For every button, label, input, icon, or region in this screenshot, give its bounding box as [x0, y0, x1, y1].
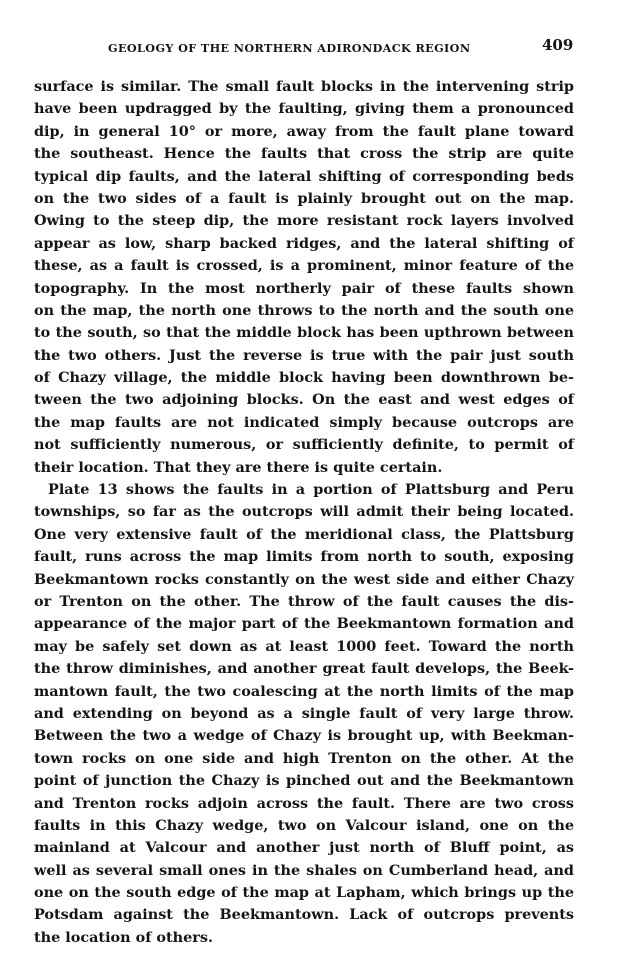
header-title: GEOLOGY OF THE NORTHERN ADIRONDACK REGION [108, 41, 471, 55]
text-line: surface is similar. The small fault blocks in the intervening strip [34, 78, 574, 95]
text-line: appear as low, sharp backed ridges, and the lateral shifting of [34, 234, 574, 252]
paragraph-2 [34, 479, 574, 949]
body-text [34, 76, 574, 949]
text-line: not sufficiently numerous, or sufficiently definite, to permit of [34, 436, 574, 454]
text-line: faults in this Chazy wedge, two on Valcour island, one on the [34, 816, 574, 834]
text-line: to the south, so that the middle block has been upthrown between [34, 324, 574, 342]
text-line: typical dip faults, and the lateral shifting of corresponding beds [34, 167, 574, 185]
text-line: tween the two adjoining blocks. On the east and west edges of [34, 391, 574, 409]
text-line: well as several small ones in the shales on Cumberland head, and [34, 861, 574, 879]
text-line: these, as a fault is crossed, is a prominent, minor feature of the [34, 257, 574, 275]
text-line: Owing to the steep dip, the more resistant rock layers involved [34, 212, 574, 230]
text-line: Between the two a wedge of Chazy is brought up, with Beekman- [34, 727, 574, 745]
page-number: 409 [542, 36, 574, 54]
text-line: topography. In the most northerly pair of these faults shown [34, 279, 574, 297]
text-line: and extending on beyond as a single fault of very large throw. [34, 704, 574, 722]
text-line: one on the south edge of the map at Lapham, which brings up the [34, 884, 574, 902]
text-line: One very extensive fault of the meridional class, the Plattsburg [34, 525, 574, 543]
text-line: Beekmantown rocks constantly on the west side and either Chazy [34, 570, 574, 588]
text-line: the southeast. Hence the faults that cross the strip are quite [34, 145, 574, 163]
text-line: Potsdam against the Beekmantown. Lack of outcrops prevents [34, 906, 574, 924]
text-line: on the two sides of a fault is plainly brought out on the map. [34, 189, 574, 207]
text-line: may be safely set down as at least 1000 feet. Toward the north [34, 637, 574, 655]
text-line: mantown fault, the two coalescing at the north limits of the map [34, 682, 574, 700]
text-line: and Trenton rocks adjoin across the fault. There are two cross [34, 794, 574, 812]
text-line: Plate 13 shows the faults in a portion of Plattsburg and Peru [48, 481, 574, 499]
text-line: on the map, the north one throws to the north and the south one [34, 301, 574, 319]
paragraph-1 [34, 76, 574, 479]
text-line: the map faults are not indicated simply because outcrops are [34, 413, 574, 431]
text-line: townships, so far as the outcrops will admit their being located. [34, 503, 574, 521]
text-line: appearance of the major part of the Beekmantown formation and [34, 615, 574, 633]
running-head [0, 34, 626, 58]
text-line: their location. That they are there is quite certain. [34, 458, 443, 476]
text-line: point of junction the Chazy is pinched out and the Beekmantown [34, 772, 574, 790]
text-line: have been updragged by the faulting, giving them a pronounced [34, 100, 574, 118]
text-line: mainland at Valcour and another just north of Bluff point, as [34, 839, 574, 857]
text-line: or Trenton on the other. The throw of the fault causes the dis- [34, 592, 574, 610]
text-line: town rocks on one side and high Trenton on the other. At the [34, 749, 574, 767]
text-line: of Chazy village, the middle block having been downthrown be- [34, 369, 574, 387]
text-line: fault, runs across the map limits from north to south, exposing [34, 548, 574, 566]
text-line: dip, in general 10° or more, away from the fault plane toward [34, 122, 574, 140]
text-line: the two others. Just the reverse is true with the pair just south [34, 346, 574, 364]
text-line: the location of others. [34, 928, 213, 946]
text-line: the throw diminishes, and another great fault develops, the Beek- [34, 660, 574, 678]
